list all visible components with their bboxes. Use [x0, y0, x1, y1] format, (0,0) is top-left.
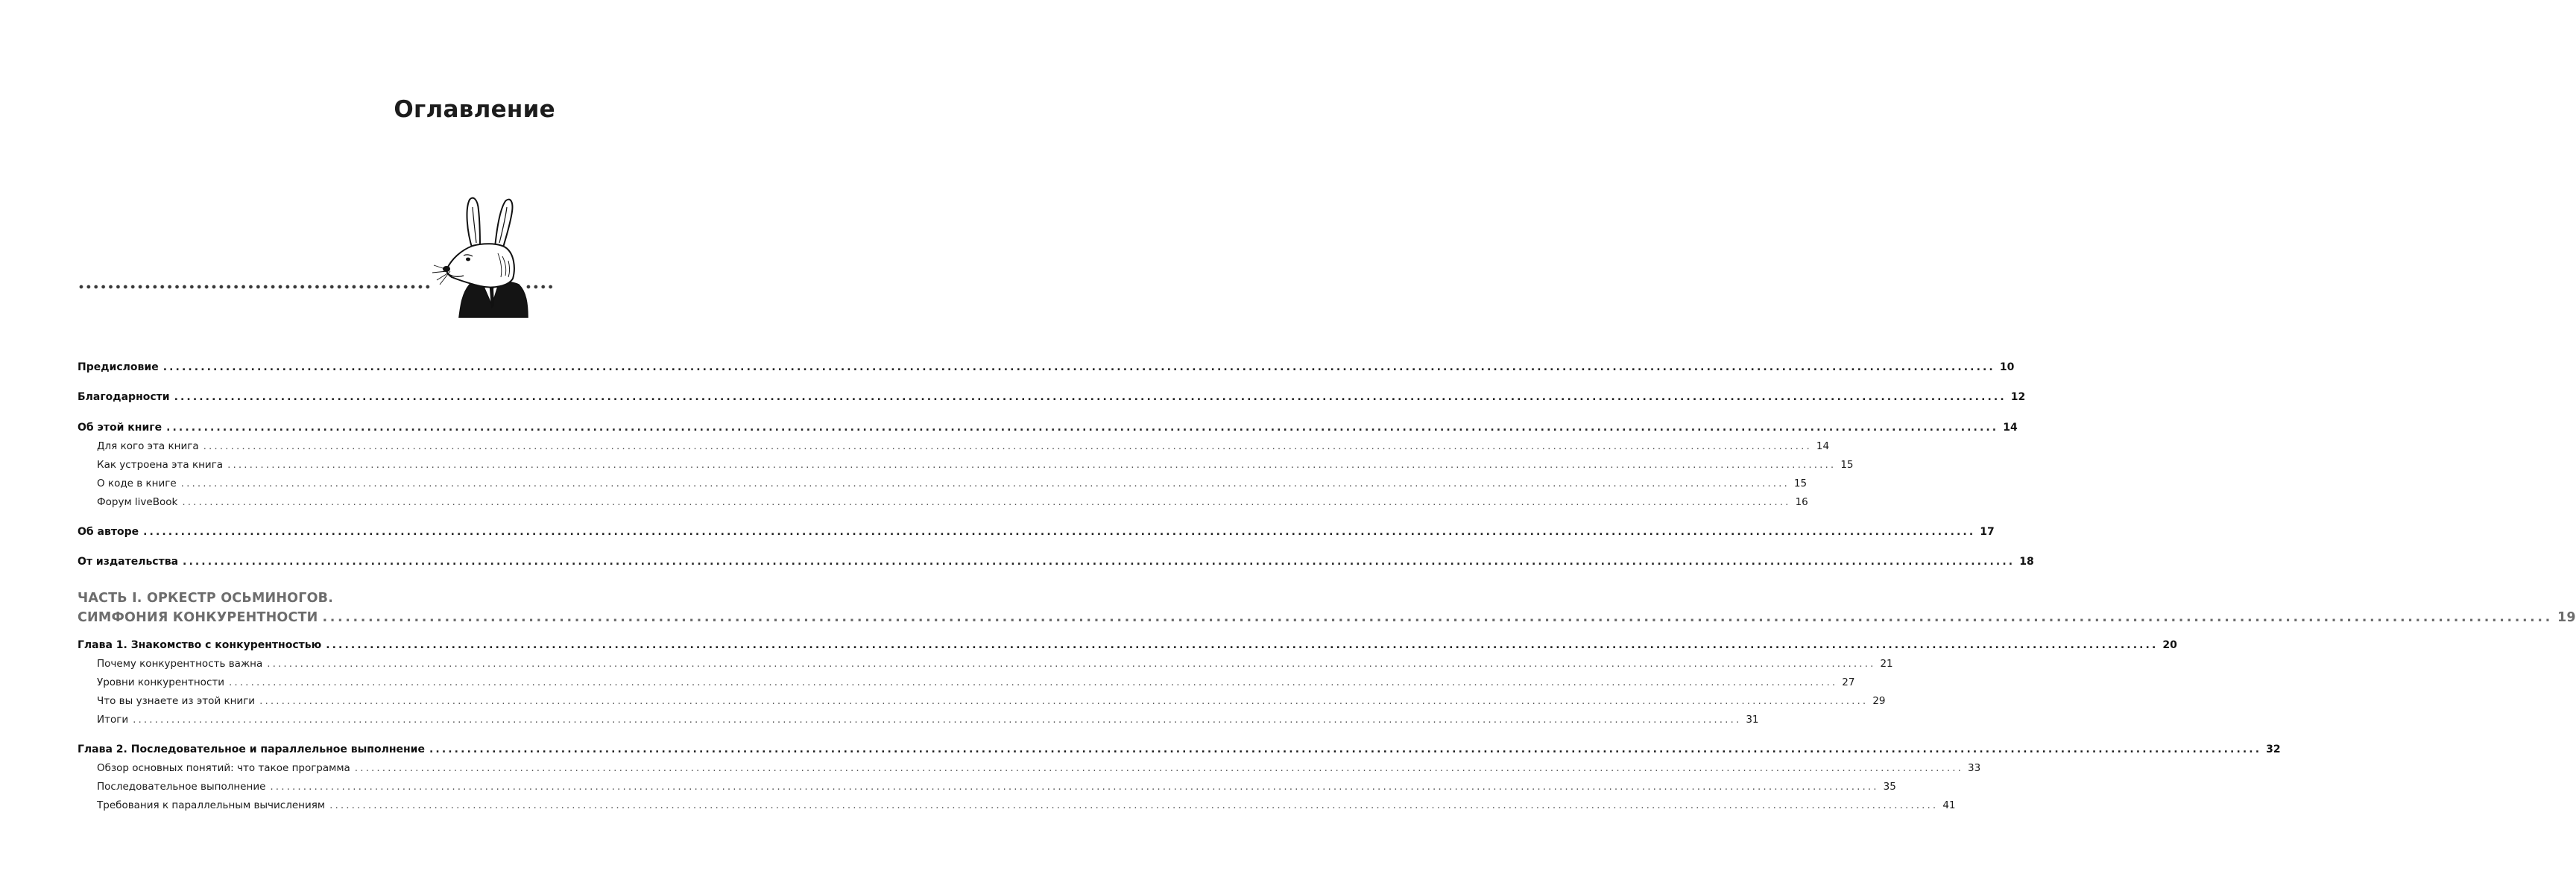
dot-leader: ....................................................................................................................................................................................................................................................................................................: [354, 762, 1964, 774]
dot-leader: ....................................................................................................................................................................................................................................................................................................: [180, 478, 1790, 489]
dot-leader: ....................................................................................................................................................................................................................................................................................................: [166, 422, 1999, 434]
entry-page-number: 16: [1795, 496, 1808, 508]
toc-entry-chapter2[interactable]: [78, 744, 2281, 755]
toc-subentry[interactable]: [78, 440, 1830, 452]
toc-subentry[interactable]: [78, 695, 1886, 707]
dot-leader: ....................................................................................................................................................................................................................................................................................................: [429, 744, 2262, 755]
entry-title: Что вы узнаете из этой книги: [97, 695, 256, 707]
toc-subentry[interactable]: [78, 658, 1893, 670]
entry-title: Почему конкурентность важна: [97, 658, 263, 670]
part-subtitle: СИМФОНИЯ КОНКУРЕНТНОСТИ: [78, 610, 318, 625]
entry-title: Об авторе: [78, 526, 139, 538]
entry-title: Требования к параллельным вычислениям: [97, 799, 326, 811]
dot-leader: ....................................................................................................................................................................................................................................................................................................: [329, 799, 1939, 811]
part-heading-line1: [78, 591, 556, 606]
dot-leader: ....................................................................................................................................................................................................................................................................................................: [133, 714, 1742, 726]
entry-page-number: 15: [1840, 459, 1854, 471]
entry-title: От издательства: [78, 556, 179, 568]
dot-leader: ....................................................................................................................................................................................................................................................................................................: [174, 391, 2007, 403]
toc-subentry[interactable]: [78, 714, 1759, 726]
part-title: ЧАСТЬ I. ОРКЕСТР ОСЬМИНОГОВ.: [78, 591, 334, 606]
entry-page-number: 21: [1880, 658, 1893, 670]
toc-subentry[interactable]: [78, 781, 1896, 793]
entry-title: Об этой книге: [78, 422, 162, 434]
toc-subentry[interactable]: [78, 478, 1808, 489]
toc-subentry[interactable]: [78, 762, 1981, 774]
dot-leader: ....................................................................................................................................................................................................................................................................................................: [326, 639, 2159, 651]
entry-page-number: 35: [1883, 781, 1896, 793]
page-title: Оглавление: [394, 96, 555, 123]
dot-leader: ....................................................................................................................................................................................................................................................................................................: [182, 496, 1791, 508]
entry-page-number: 33: [1968, 762, 1981, 774]
entry-title: Последовательное выполнение: [97, 781, 266, 793]
toc-subentry[interactable]: [78, 496, 1808, 508]
entry-title: Глава 2. Последовательное и параллельное выполнение: [78, 744, 425, 755]
entry-page-number: 17: [1980, 526, 1995, 538]
entry-title: Итоги: [97, 714, 129, 726]
dot-leader: ....................................................................................................................................................................................................................................................................................................: [227, 459, 1837, 471]
entry-title: Благодарности: [78, 391, 170, 403]
dot-leader: ....................................................................................................................................................................................................................................................................................................: [162, 361, 1995, 373]
toc-subentry[interactable]: [78, 676, 1855, 688]
entry-title: Для кого эта книга: [97, 440, 199, 452]
toc-entry-part1[interactable]: [78, 610, 2576, 625]
toc-subentry[interactable]: [78, 459, 1854, 471]
dot-leader: ....................................................................................................................................................................................................................................................................................................: [267, 658, 1876, 670]
toc-entry-chapter1[interactable]: [78, 639, 2177, 651]
entry-page-number: 20: [2162, 639, 2177, 651]
entry-page-number: 18: [2019, 556, 2034, 568]
entry-page-number: 32: [2266, 744, 2281, 755]
entry-title: Глава 1. Знакомство с конкурентностью: [78, 639, 322, 651]
entry-page-number: 14: [2003, 422, 2018, 434]
dot-leader: ....................................................................................................................................................................................................................................................................................................: [229, 676, 1838, 688]
entry-title: Форум liveBook: [97, 496, 178, 508]
entry-page-number: 41: [1942, 799, 1956, 811]
entry-page-number: 29: [1872, 695, 1886, 707]
entry-page-number: 15: [1793, 478, 1808, 489]
entry-title: Предисловие: [78, 361, 159, 373]
entry-title: О коде в книге: [97, 478, 177, 489]
dot-leader: ....................................................................................................................................................................................................................................................................................................: [203, 440, 1812, 452]
entry-page-number: 12: [2010, 391, 2026, 403]
dot-leader: ....................................................................................................................................................................................................................................................................................................: [259, 695, 1869, 707]
toc-entry-about-book[interactable]: [78, 422, 2018, 434]
dot-leader: ....................................................................................................................................................................................................................................................................................................: [270, 781, 1879, 793]
entry-page-number: 31: [1746, 714, 1759, 726]
dot-leader: ....................................................................................................................................................................................................................................................................................................: [143, 526, 1976, 538]
toc-entry-from-publisher[interactable]: [78, 556, 2034, 568]
entry-page-number: 27: [1842, 676, 1855, 688]
toc-entry-about-author[interactable]: [78, 526, 1995, 538]
toc-entry-preface[interactable]: [78, 361, 2015, 373]
entry-page-number: 19: [2557, 610, 2576, 625]
rabbit-in-suit-drawing: [431, 194, 535, 322]
entry-page-number: 14: [1816, 440, 1830, 452]
entry-title: Уровни конкурентности: [97, 676, 224, 688]
dot-leader: ....................................................................................................................................................................................................................................................................................................: [183, 556, 2015, 568]
dotted-divider-left: [78, 283, 431, 291]
toc-subentry[interactable]: [78, 799, 1956, 811]
dot-leader: ....................................................................................................................................................................................................................................................................................................: [322, 610, 2553, 625]
entry-title: Обзор основных понятий: что такое программа: [97, 762, 350, 774]
entry-page-number: 10: [1999, 361, 2015, 373]
toc-entry-acknowledgements[interactable]: [78, 391, 2026, 403]
entry-title: Как устроена эта книга: [97, 459, 224, 471]
